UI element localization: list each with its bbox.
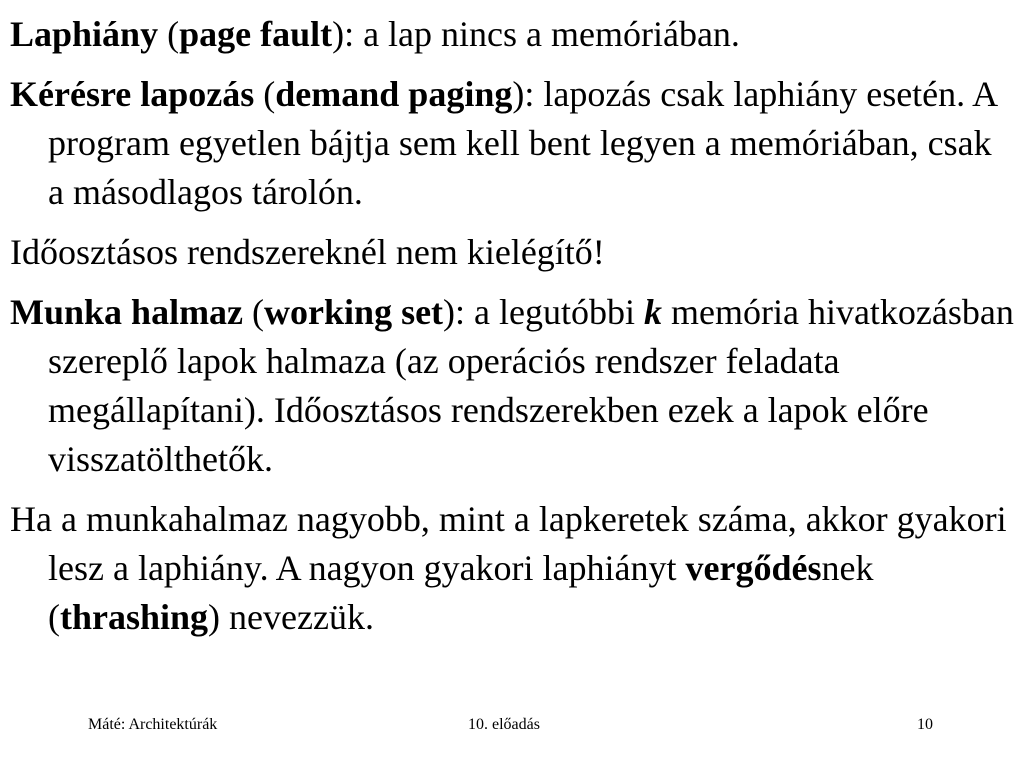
paragraph-timesharing-note (10, 228, 1014, 277)
note-text: Időosztásos rendszereknél nem kielégítő! (10, 232, 605, 272)
term-keresre-lapozas: Kérésre lapozás (10, 74, 255, 114)
term-vergodes: vergődés (685, 548, 822, 588)
footer-author: Máté: Architektúrák (88, 716, 218, 733)
paragraph-working-set (10, 288, 1014, 484)
paragraph-thrashing (10, 495, 1014, 642)
definition-text-end: memória hivatkozásban szereplő lapok halmaza (az operációs rendszer feladata megállapítani). Időosztásos rendszerekben ezek a lapok előre visszatölthetők. (48, 292, 1014, 479)
term-munka-halmaz: Munka halmaz (10, 292, 244, 332)
variable-k: k (644, 292, 662, 332)
footer-page-number: 10 (917, 716, 933, 733)
open-paren: ( (254, 74, 276, 114)
term-demand-paging: demand paging (275, 74, 513, 114)
definition-text: ): lapozás csak laphiány esetén. A program egyetlen bájtja sem kell bent legyen a memóriában, csak a másodlagos tárolón. (48, 74, 997, 212)
term-thrashing: thrashing (60, 597, 209, 637)
paragraph-demand-paging (10, 70, 1014, 217)
definition-text: ): a lap nincs a memóriában. (332, 14, 740, 54)
thrashing-text-end: ) nevezzük. (208, 597, 374, 637)
open-paren: ( (243, 292, 265, 332)
term-working-set: working set (264, 292, 444, 332)
definition-text-start: ): a legutóbbi (443, 292, 644, 332)
term-suffix: nek ( (48, 548, 874, 637)
footer-lecture: 10. előadás (468, 716, 540, 733)
open-paren: ( (158, 14, 180, 54)
thrashing-text-start: Ha a munkahalmaz nagyobb, mint a lapkeretek száma, akkor gyakori lesz a laphiány. A nagyon gyakori laphiányt (10, 499, 1007, 588)
slide-body (10, 10, 1014, 642)
term-laphiany: Laphiány (10, 14, 159, 54)
paragraph-page-fault (10, 10, 1014, 59)
term-page-fault: page fault (179, 14, 333, 54)
